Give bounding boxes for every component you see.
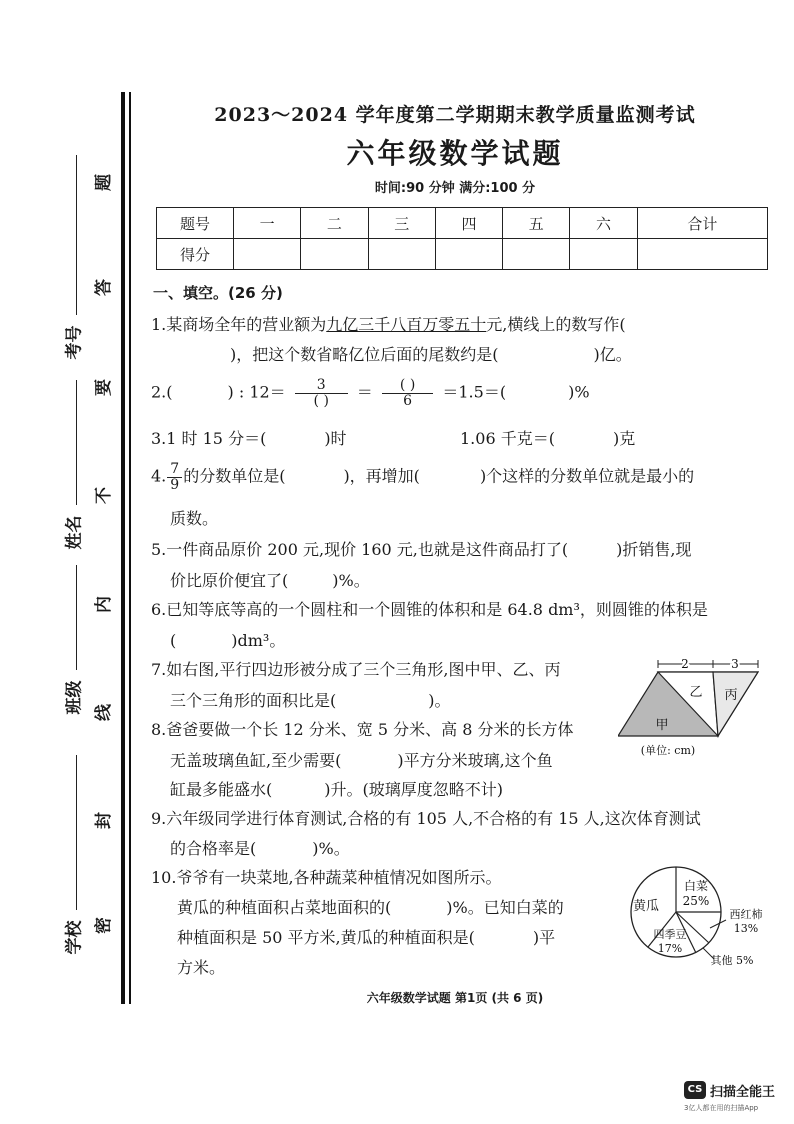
- binding-char: 答: [94, 279, 114, 296]
- vegetable-pie-chart: [618, 860, 778, 975]
- score-cell[interactable]: [234, 239, 301, 270]
- text: 价比原价便宜了(: [170, 571, 289, 590]
- question-7-line-2: [170, 688, 451, 711]
- page-footer: 六年级数学试题 第1页 (共 6 页): [366, 991, 544, 1005]
- score-cell[interactable]: [503, 239, 570, 270]
- brand-name: 扫描全能王: [710, 1085, 776, 1100]
- field-line-school[interactable]: [76, 755, 77, 910]
- fraction-numerator[interactable]: ( ): [382, 378, 433, 394]
- section-heading: 一、填空。(26 分): [153, 284, 283, 302]
- fraction-denominator[interactable]: ( ): [313, 392, 329, 409]
- label-bing: 丙: [724, 688, 738, 703]
- table-cell: 五: [503, 208, 570, 239]
- text: )平方分米玻璃,这个鱼: [397, 751, 553, 770]
- text: 1.06 千克＝(: [460, 429, 555, 448]
- table-cell: 四: [435, 208, 502, 239]
- text: )dm³。: [231, 631, 286, 650]
- question-2: [151, 378, 590, 408]
- fraction: [167, 462, 182, 492]
- text: 2.(: [151, 382, 173, 402]
- question-8-line-3: [170, 777, 503, 800]
- score-cell[interactable]: [368, 239, 435, 270]
- unit-label: (单位: cm): [640, 744, 696, 757]
- text: )克: [612, 429, 636, 448]
- question-5-line-1: [151, 537, 691, 560]
- text: 缸最多能盛水(: [170, 780, 273, 799]
- text: ＝1.5＝(: [442, 382, 507, 402]
- text: 4.: [151, 466, 167, 486]
- text: 的分数单位是(: [183, 466, 286, 486]
- binding-thin-line: [129, 92, 131, 1004]
- binding-char: 内: [94, 596, 114, 613]
- table-cell: 二: [301, 208, 368, 239]
- text: 种植面积是 50 平方米,黄瓜的种植面积是(: [177, 928, 475, 947]
- label-bean-pct: 17%: [657, 942, 683, 955]
- exam-title: 2023～2024 学年度第二学期期末教学质量监测考试: [214, 104, 696, 126]
- label-cucumber: 黄瓜: [632, 899, 660, 914]
- question-8-line-1: 8.爸爸要做一个长 12 分米、宽 5 分米、高 8 分米的长方体: [151, 720, 574, 739]
- text: )%。: [312, 839, 350, 858]
- fraction-denominator: 6: [403, 392, 413, 409]
- text: )%。已知白菜的: [446, 898, 564, 917]
- score-cell[interactable]: [637, 239, 767, 270]
- dimension-label: 3: [731, 657, 739, 671]
- question-3-a: [151, 426, 347, 449]
- underlined-text: 九亿三千八百万零五十: [326, 315, 487, 334]
- label-yi: 乙: [689, 685, 703, 700]
- fraction-numerator: 3: [295, 378, 348, 394]
- table-row: [157, 208, 768, 239]
- text: 3.1 时 15 分＝(: [151, 429, 267, 448]
- field-label-name: 姓名: [64, 515, 85, 550]
- field-line-exam-number[interactable]: [76, 155, 77, 315]
- label-cabbage-pct: 25%: [682, 894, 710, 908]
- binding-char: 线: [94, 704, 114, 721]
- text: )时: [324, 429, 347, 448]
- question-10-line-3: [177, 925, 555, 948]
- question-1-line-1: [151, 312, 626, 335]
- label-bean: 四季豆: [653, 928, 687, 941]
- text: )个这样的分数单位就是最小的: [479, 466, 695, 486]
- question-7-line-1: 7.如右图,平行四边形被分成了三个三角形,图中甲、乙、丙: [151, 660, 561, 679]
- table-cell: 六: [570, 208, 637, 239]
- text: )平: [532, 928, 556, 947]
- label-other: 其他 5%: [710, 954, 754, 967]
- question-9-line-1: 9.六年级同学进行体育测试,合格的有 105 人,不合格的有 15 人,这次体育测试: [151, 809, 701, 828]
- camscanner-logo-icon: CS: [684, 1081, 706, 1099]
- dimension-label: 2: [681, 657, 689, 671]
- triangle-bing: [713, 672, 758, 736]
- question-4-line-1: [151, 462, 694, 492]
- field-label-exam-number: 考号: [64, 325, 85, 360]
- question-1-line-2: [230, 342, 632, 365]
- question-6-line-1: 6.已知等底等高的一个圆柱和一个圆锥的体积和是 64.8 dm³，则圆锥的体积是: [151, 600, 708, 619]
- label-tomato: 西红柿: [729, 908, 763, 921]
- question-10-line-1: 10.爷爷有一块菜地,各种蔬菜种植情况如图所示。: [151, 868, 502, 887]
- text: 元,横线上的数写作(: [486, 315, 626, 334]
- text: )亿。: [593, 345, 632, 364]
- label-tomato-pct: 13%: [733, 922, 759, 935]
- question-10-line-4: 方米。: [177, 958, 226, 977]
- text: )折销售,现: [616, 540, 692, 559]
- text: )，再增加(: [343, 466, 420, 486]
- fraction: [295, 378, 348, 408]
- fraction-denominator: 9: [170, 476, 180, 493]
- text: 的合格率是(: [170, 839, 257, 858]
- question-10-line-2: [177, 895, 564, 918]
- binding-char: 密: [94, 917, 114, 934]
- field-line-name[interactable]: [76, 380, 77, 505]
- score-cell[interactable]: [301, 239, 368, 270]
- question-5-line-2: [170, 568, 370, 591]
- text: 5.一件商品原价 200 元,现价 160 元,也就是这件商品打了(: [151, 540, 569, 559]
- field-label-school: 学校: [64, 920, 85, 955]
- field-label-class: 班级: [64, 680, 85, 715]
- text: 无盖玻璃鱼缸,至少需要(: [170, 751, 342, 770]
- table-cell: 题号: [157, 208, 234, 239]
- question-4-line-2: 质数。: [170, 509, 219, 528]
- label-cabbage: 白菜: [683, 879, 709, 893]
- text: )升。(玻璃厚度忽略不计): [324, 780, 503, 799]
- parallelogram-figure: [618, 656, 768, 761]
- exam-subtitle: 六年级数学试题: [346, 137, 564, 170]
- question-3-b: [460, 426, 635, 449]
- fraction: [382, 378, 433, 408]
- text: )。: [428, 691, 451, 710]
- question-8-line-2: [170, 748, 553, 771]
- score-cell[interactable]: [570, 239, 637, 270]
- text: )%。: [332, 571, 370, 590]
- exam-meta: 时间:90 分钟 满分:100 分: [374, 181, 536, 196]
- table-cell: 得分: [157, 239, 234, 270]
- table-cell: 三: [368, 208, 435, 239]
- text: 三个三角形的面积比是(: [170, 691, 337, 710]
- label-jia: 甲: [655, 718, 669, 733]
- question-6-line-2: [170, 628, 285, 651]
- question-9-line-2: [170, 836, 350, 859]
- binding-thick-line: [121, 92, 125, 1004]
- text: )%: [568, 382, 590, 402]
- text: 1.某商场全年的营业额为: [151, 315, 327, 334]
- table-row: [157, 239, 768, 270]
- text: ) : 12＝: [227, 382, 286, 402]
- table-cell: 一: [234, 208, 301, 239]
- fraction-numerator: 7: [167, 462, 182, 478]
- binding-char: 封: [94, 812, 114, 829]
- text: )，把这个数省略亿位后面的尾数约是(: [230, 345, 499, 364]
- text: (: [170, 631, 177, 650]
- brand-tagline: 3亿人都在用的扫描App: [684, 1104, 759, 1112]
- score-cell[interactable]: [435, 239, 502, 270]
- field-line-class[interactable]: [76, 565, 77, 670]
- table-cell: 合计: [637, 208, 767, 239]
- binding-char: 题: [94, 174, 114, 191]
- binding-char: 要: [94, 379, 114, 396]
- text: 黄瓜的种植面积占菜地面积的(: [177, 898, 392, 917]
- binding-char: 不: [94, 487, 114, 504]
- score-table: [156, 207, 768, 270]
- text: ＝: [356, 382, 373, 402]
